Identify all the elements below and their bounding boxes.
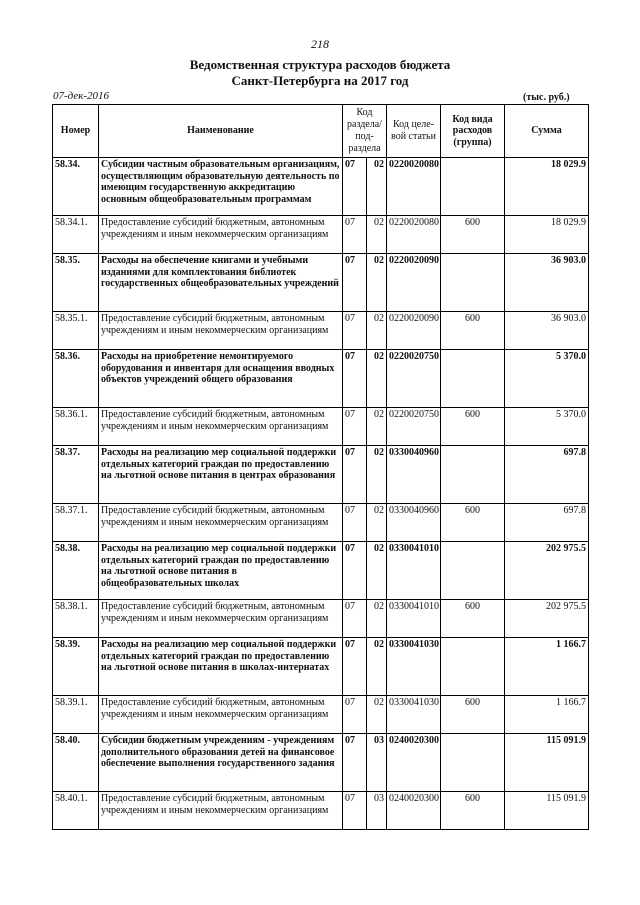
cell-article: 0220020080 xyxy=(387,216,441,254)
cell-kind xyxy=(441,350,505,408)
cell-number: 58.36. xyxy=(53,350,99,408)
table-row xyxy=(53,792,589,830)
cell-article: 0330041010 xyxy=(387,600,441,638)
cell-article: 0330040960 xyxy=(387,504,441,542)
cell-kind: 600 xyxy=(441,600,505,638)
table-row xyxy=(53,254,589,312)
cell-kind: 600 xyxy=(441,216,505,254)
cell-kind: 600 xyxy=(441,696,505,734)
cell-number: 58.39. xyxy=(53,638,99,696)
cell-kind: 600 xyxy=(441,504,505,542)
cell-section: 07 xyxy=(343,542,367,600)
cell-sum: 36 903.0 xyxy=(505,312,589,350)
cell-article: 0330041030 xyxy=(387,696,441,734)
cell-number: 58.36.1. xyxy=(53,408,99,446)
cell-subsection: 02 xyxy=(367,350,387,408)
cell-article: 0220020750 xyxy=(387,408,441,446)
table-row xyxy=(53,600,589,638)
cell-name: Предоставление субсидий бюджетным, автономным учреждениям и иным некоммерческим организациям xyxy=(99,408,343,446)
table-row xyxy=(53,734,589,792)
cell-number: 58.37.1. xyxy=(53,504,99,542)
cell-section: 07 xyxy=(343,792,367,830)
header-article: Код целе- вой статьи xyxy=(387,105,441,158)
cell-name: Предоставление субсидий бюджетным, автономным учреждениям и иным некоммерческим организациям xyxy=(99,792,343,830)
cell-article: 0220020750 xyxy=(387,350,441,408)
header-number: Номер xyxy=(53,105,99,158)
cell-section: 07 xyxy=(343,696,367,734)
cell-sum: 202 975.5 xyxy=(505,542,589,600)
cell-sum: 697.8 xyxy=(505,446,589,504)
cell-section: 07 xyxy=(343,408,367,446)
table-row xyxy=(53,504,589,542)
cell-section: 07 xyxy=(343,350,367,408)
cell-article: 0240020300 xyxy=(387,792,441,830)
cell-kind xyxy=(441,734,505,792)
cell-name: Расходы на реализацию мер социальной поддержки отдельных категорий граждан по предоставлению на льготной основе питания в общеобразовательных школах xyxy=(99,542,343,600)
cell-sum: 115 091.9 xyxy=(505,792,589,830)
cell-number: 58.34.1. xyxy=(53,216,99,254)
cell-number: 58.40.1. xyxy=(53,792,99,830)
page-number: 218 xyxy=(311,37,329,51)
table-row xyxy=(53,638,589,696)
cell-subsection: 02 xyxy=(367,158,387,216)
budget-table xyxy=(52,104,589,830)
table-row xyxy=(53,350,589,408)
cell-number: 58.37. xyxy=(53,446,99,504)
cell-section: 07 xyxy=(343,446,367,504)
cell-article: 0220020080 xyxy=(387,158,441,216)
cell-subsection: 02 xyxy=(367,254,387,312)
cell-number: 58.34. xyxy=(53,158,99,216)
table-row xyxy=(53,696,589,734)
cell-kind xyxy=(441,158,505,216)
cell-section: 07 xyxy=(343,312,367,350)
cell-subsection: 02 xyxy=(367,408,387,446)
cell-article: 0220020090 xyxy=(387,254,441,312)
title-line-1: Ведомственная структура расходов бюджета xyxy=(189,57,451,72)
cell-kind xyxy=(441,542,505,600)
cell-subsection: 02 xyxy=(367,446,387,504)
table-row xyxy=(53,446,589,504)
header-section: Код раздела/ под- раздела xyxy=(343,105,387,158)
cell-sum: 115 091.9 xyxy=(505,734,589,792)
table-body xyxy=(53,158,589,830)
cell-subsection: 03 xyxy=(367,734,387,792)
cell-name: Расходы на реализацию мер социальной поддержки отдельных категорий граждан по предоставлению на льготной основе питания в центрах образования xyxy=(99,446,343,504)
cell-kind: 600 xyxy=(441,408,505,446)
cell-kind xyxy=(441,638,505,696)
document-title xyxy=(0,57,640,89)
cell-sum: 1 166.7 xyxy=(505,696,589,734)
cell-section: 07 xyxy=(343,600,367,638)
cell-subsection: 02 xyxy=(367,696,387,734)
cell-article: 0330040960 xyxy=(387,446,441,504)
cell-number: 58.40. xyxy=(53,734,99,792)
cell-section: 07 xyxy=(343,254,367,312)
cell-name: Расходы на приобретение немонтируемого оборудования и инвентаря для оснащения вводных объектов учреждений общего образования xyxy=(99,350,343,408)
cell-section: 07 xyxy=(343,734,367,792)
table-row xyxy=(53,408,589,446)
cell-name: Предоставление субсидий бюджетным, автономным учреждениям и иным некоммерческим организациям xyxy=(99,312,343,350)
title-line-2: Санкт-Петербурга на 2017 год xyxy=(231,73,409,88)
cell-name: Субсидии частным образовательным организациям, осуществляющим образовательную деятельность по имеющим государственную аккредитацию основным общеобразовательным программам xyxy=(99,158,343,216)
cell-subsection: 02 xyxy=(367,542,387,600)
cell-subsection: 02 xyxy=(367,504,387,542)
cell-sum: 18 029.9 xyxy=(505,158,589,216)
cell-name: Предоставление субсидий бюджетным, автономным учреждениям и иным некоммерческим организациям xyxy=(99,216,343,254)
cell-sum: 1 166.7 xyxy=(505,638,589,696)
cell-article: 0330041010 xyxy=(387,542,441,600)
cell-article: 0240020300 xyxy=(387,734,441,792)
table-row xyxy=(53,158,589,216)
cell-name: Предоставление субсидий бюджетным, автономным учреждениям и иным некоммерческим организациям xyxy=(99,504,343,542)
cell-subsection: 03 xyxy=(367,792,387,830)
cell-sum: 5 370.0 xyxy=(505,350,589,408)
document-date: 07-дек-2016 xyxy=(53,90,110,102)
header-name: Наименование xyxy=(99,105,343,158)
cell-subsection: 02 xyxy=(367,216,387,254)
header-sum: Сумма xyxy=(505,105,589,158)
cell-sum: 18 029.9 xyxy=(505,216,589,254)
units-label: (тыс. руб.) xyxy=(523,92,570,103)
table-row xyxy=(53,216,589,254)
cell-sum: 36 903.0 xyxy=(505,254,589,312)
cell-kind: 600 xyxy=(441,312,505,350)
cell-subsection: 02 xyxy=(367,638,387,696)
cell-subsection: 02 xyxy=(367,312,387,350)
cell-section: 07 xyxy=(343,638,367,696)
cell-subsection: 02 xyxy=(367,600,387,638)
cell-section: 07 xyxy=(343,158,367,216)
cell-kind: 600 xyxy=(441,792,505,830)
cell-kind xyxy=(441,446,505,504)
cell-number: 58.38. xyxy=(53,542,99,600)
cell-article: 0330041030 xyxy=(387,638,441,696)
cell-section: 07 xyxy=(343,504,367,542)
cell-number: 58.35.1. xyxy=(53,312,99,350)
header-kind: Код вида расходов (группа) xyxy=(441,105,505,158)
cell-name: Субсидии бюджетным учреждениям - учреждениям дополнительного образования детей на финансовое обеспечение выполнения государственного задания xyxy=(99,734,343,792)
cell-number: 58.38.1. xyxy=(53,600,99,638)
table-header-row xyxy=(53,105,589,158)
cell-kind xyxy=(441,254,505,312)
cell-sum: 5 370.0 xyxy=(505,408,589,446)
cell-number: 58.39.1. xyxy=(53,696,99,734)
cell-name: Предоставление субсидий бюджетным, автономным учреждениям и иным некоммерческим организациям xyxy=(99,600,343,638)
cell-sum: 202 975.5 xyxy=(505,600,589,638)
cell-sum: 697.8 xyxy=(505,504,589,542)
table-row xyxy=(53,542,589,600)
table-row xyxy=(53,312,589,350)
cell-section: 07 xyxy=(343,216,367,254)
cell-name: Предоставление субсидий бюджетным, автономным учреждениям и иным некоммерческим организациям xyxy=(99,696,343,734)
cell-name: Расходы на обеспечение книгами и учебными изданиями для комплектования библиотек государственных общеобразовательных учреждений xyxy=(99,254,343,312)
cell-name: Расходы на реализацию мер социальной поддержки отдельных категорий граждан по предоставлению на льготной основе питания в школах-интернатах xyxy=(99,638,343,696)
cell-article: 0220020090 xyxy=(387,312,441,350)
cell-number: 58.35. xyxy=(53,254,99,312)
